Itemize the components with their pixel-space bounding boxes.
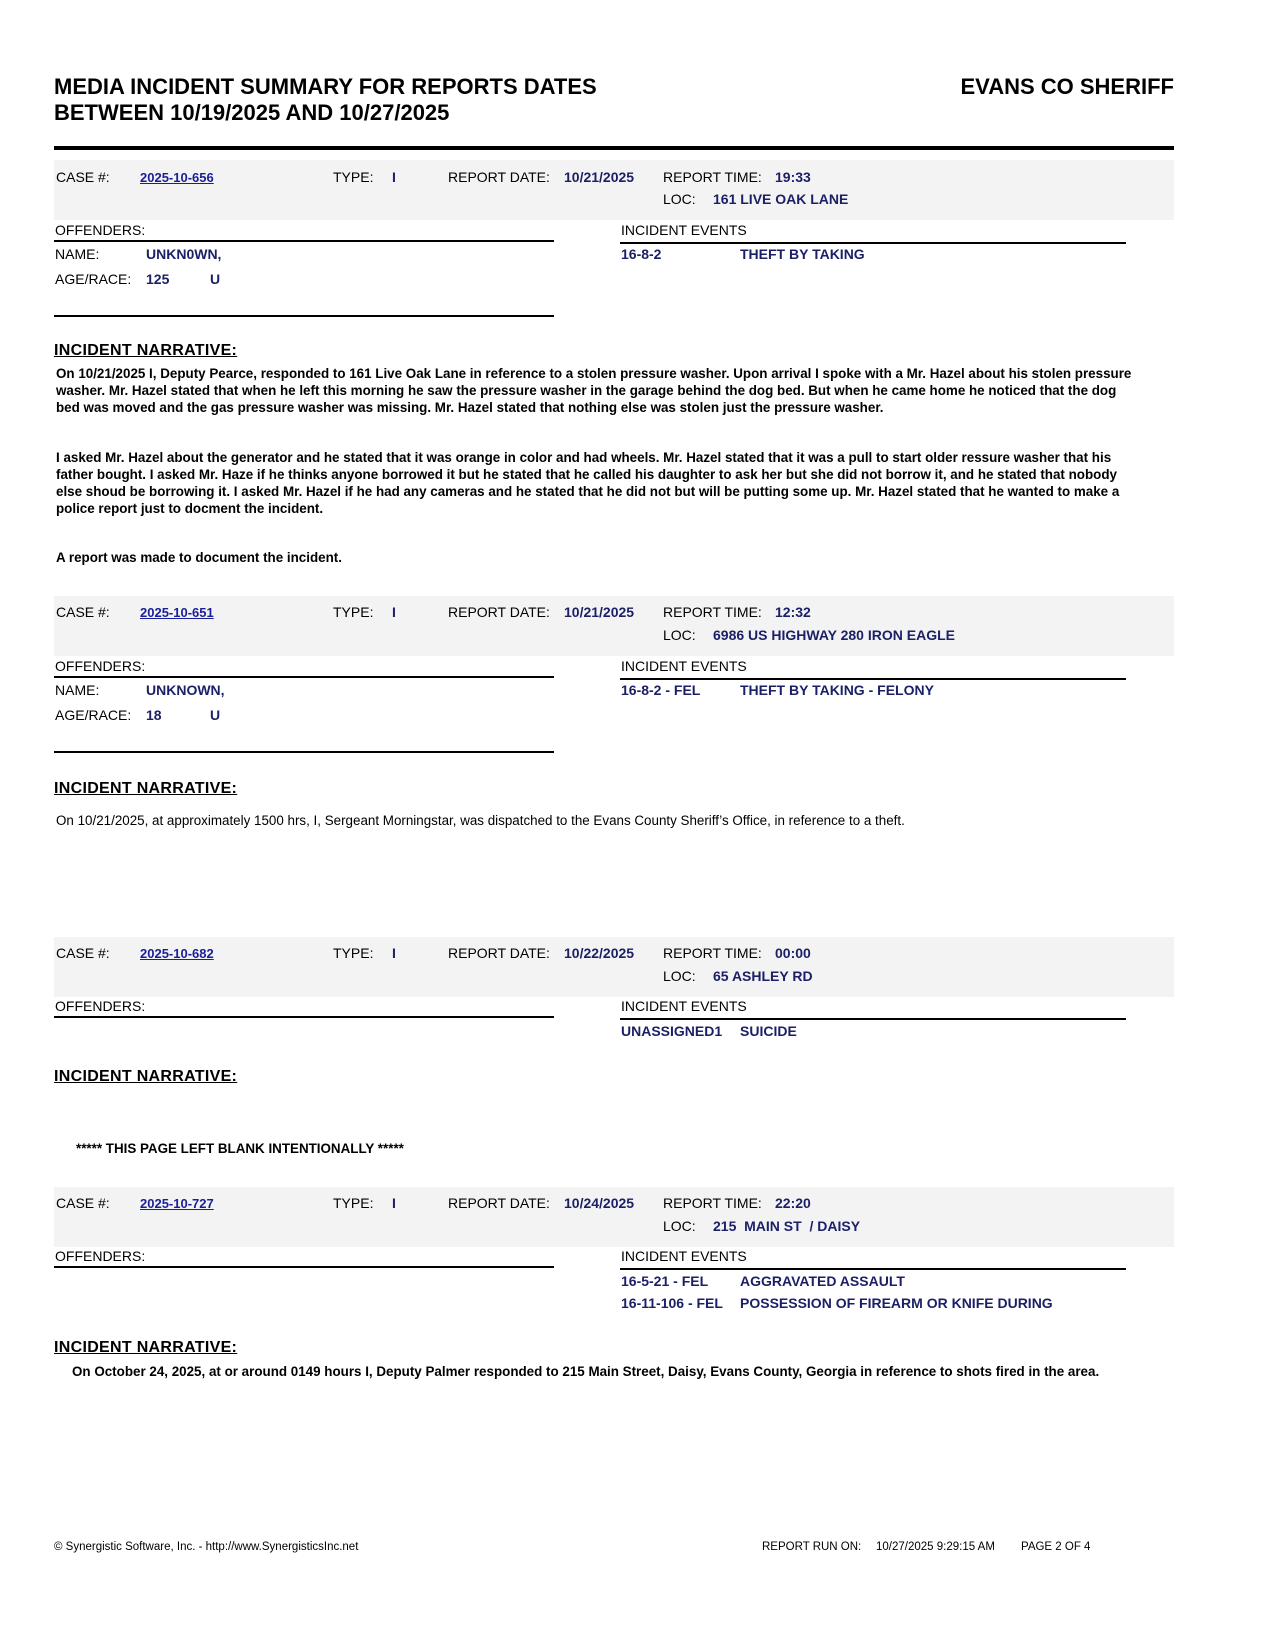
narrative-paragraph: A report was made to document the incident. (56, 550, 342, 565)
narrative-heading: INCIDENT NARRATIVE: (54, 1068, 238, 1085)
offender-name-value: UNKNOWN, (146, 682, 225, 698)
footer-run-label: REPORT RUN ON: (762, 1541, 862, 1553)
report-title-line-2: BETWEEN 10/19/2025 AND 10/27/2025 (54, 100, 450, 125)
narrative-heading: INCIDENT NARRATIVE: (54, 342, 238, 359)
event-code: 16-5-21 - FEL (621, 1273, 709, 1289)
location-label: LOC: (663, 1218, 696, 1234)
case-number-label: CASE #: (56, 169, 110, 185)
case-number-link[interactable]: 2025-10-651 (140, 605, 214, 620)
case-number-link[interactable]: 2025-10-656 (140, 170, 214, 185)
event-code: 16-11-106 - FEL (621, 1295, 723, 1311)
report-title-line-1: MEDIA INCIDENT SUMMARY FOR REPORTS DATES (54, 74, 597, 99)
event-code: 16-8-2 - FEL (621, 682, 701, 698)
report-date-label: REPORT DATE: (448, 604, 550, 620)
offender-race-value: U (210, 271, 221, 287)
report-time-label: REPORT TIME: (663, 1195, 762, 1211)
event-description: POSSESSION OF FIREARM OR KNIFE DURING (740, 1295, 1053, 1311)
report-time-value: 19:33 (775, 169, 811, 185)
case-number-label: CASE #: (56, 604, 110, 620)
event-description: SUICIDE (740, 1023, 797, 1039)
narrative-paragraph: On 10/21/2025 I, Deputy Pearce, responded to 161 Live Oak Lane in reference to a stolen pressure washer. Upon arrival I spoke with a Mr. Hazel about his stolen pressure washer. Mr. Hazel stated that when he left this morning he saw the pressure washer in the garage behind the dog bed. But when he came home he noticed that the dog bed was moved and the gas pressure washer was missing. Mr. Hazel stated that nothing else was stolen just the pressure washer. (56, 366, 1132, 415)
location-label: LOC: (663, 191, 696, 207)
incident-events-label: INCIDENT EVENTS (621, 658, 747, 674)
footer-run-timestamp: 10/27/2025 9:29:15 AM (876, 1541, 995, 1553)
narrative-paragraph: On 10/21/2025, at approximately 1500 hrs, I, Sergeant Morningstar, was dispatched to the Evans County Sheriff’s Office, in reference to a theft. (56, 813, 905, 828)
type-label: TYPE: (333, 945, 374, 961)
offender-race-value: U (210, 707, 221, 723)
offender-age-value: 18 (146, 707, 162, 723)
offenders-bottom-rule (54, 315, 554, 317)
report-time-label: REPORT TIME: (663, 604, 762, 620)
narrative-paragraph: ***** THIS PAGE LEFT BLANK INTENTIONALLY ***** (76, 1141, 404, 1156)
offender-name-label: NAME: (55, 246, 100, 262)
event-code: UNASSIGNED1 (621, 1023, 723, 1039)
location-value: 65 ASHLEY RD (713, 968, 813, 984)
type-label: TYPE: (333, 604, 374, 620)
location-value: 161 LIVE OAK LANE (713, 191, 849, 207)
incident-events-rule (620, 678, 1126, 680)
type-value: I (392, 1195, 396, 1211)
narrative-paragraph: On October 24, 2025, at or around 0149 hours I, Deputy Palmer responded to 215 Main Street, Daisy, Evans County, Georgia in reference to shots fired in the area. (72, 1364, 1100, 1379)
location-value: 6986 US HIGHWAY 280 IRON EAGLE (713, 627, 955, 643)
offenders-label: OFFENDERS: (55, 658, 146, 674)
narrative-heading: INCIDENT NARRATIVE: (54, 1339, 238, 1356)
offenders-bottom-rule (54, 751, 554, 753)
location-label: LOC: (663, 627, 696, 643)
report-time-value: 22:20 (775, 1195, 811, 1211)
report-time-value: 12:32 (775, 604, 811, 620)
offender-age-race-label: AGE/RACE: (55, 707, 132, 723)
header-rule (54, 146, 1174, 150)
offenders-rule (54, 1266, 554, 1268)
event-description: THEFT BY TAKING (740, 246, 865, 262)
offender-name-label: NAME: (55, 682, 100, 698)
report-date-label: REPORT DATE: (448, 1195, 550, 1211)
narrative-heading: INCIDENT NARRATIVE: (54, 780, 238, 797)
offenders-label: OFFENDERS: (55, 222, 146, 238)
type-label: TYPE: (333, 1195, 374, 1211)
incident-events-label: INCIDENT EVENTS (621, 998, 747, 1014)
case-number-label: CASE #: (56, 1195, 110, 1211)
offenders-rule (54, 676, 554, 678)
report-time-label: REPORT TIME: (663, 169, 762, 185)
incident-events-rule (620, 1268, 1126, 1270)
report-date-label: REPORT DATE: (448, 169, 550, 185)
report-date-value: 10/22/2025 (564, 945, 635, 961)
offender-name-value: UNKN0WN, (146, 246, 222, 262)
offenders-label: OFFENDERS: (55, 1248, 146, 1264)
type-label: TYPE: (333, 169, 374, 185)
incident-events-rule (620, 1018, 1126, 1020)
type-value: I (392, 945, 396, 961)
report-date-value: 10/21/2025 (564, 604, 635, 620)
offenders-rule (54, 1016, 554, 1018)
location-label: LOC: (663, 968, 696, 984)
narrative-paragraph: I asked Mr. Hazel about the generator and he stated that it was orange in color and had wheels. Mr. Hazel stated that it was a pull to start older ressure washer that his father bought. I asked Mr. Haze if he thinks anyone borrowed it but he stated that he called his daughter to ask her but she did not borrow it, and he stated that nobody else shoud be borrowing it. I asked Mr. Hazel if he had any cameras and he stated that he did not but will be putting some up. Mr. Hazel stated that he wanted to make a police report just to docment the incident. (56, 450, 1120, 516)
offenders-rule (54, 240, 554, 242)
event-description: THEFT BY TAKING - FELONY (740, 682, 934, 698)
event-code: 16-8-2 (621, 246, 662, 262)
report-time-value: 00:00 (775, 945, 811, 961)
offender-age-value: 125 (146, 271, 170, 287)
offenders-label: OFFENDERS: (55, 998, 146, 1014)
incident-events-rule (620, 242, 1126, 244)
offender-age-race-label: AGE/RACE: (55, 271, 132, 287)
location-value: 215 MAIN ST / DAISY (713, 1218, 861, 1234)
incident-events-label: INCIDENT EVENTS (621, 222, 747, 238)
case-number-link[interactable]: 2025-10-727 (140, 1196, 214, 1211)
type-value: I (392, 604, 396, 620)
incident-events-label: INCIDENT EVENTS (621, 1248, 747, 1264)
type-value: I (392, 169, 396, 185)
report-date-label: REPORT DATE: (448, 945, 550, 961)
agency-name: EVANS CO SHERIFF (960, 74, 1174, 99)
case-number-label: CASE #: (56, 945, 110, 961)
report-date-value: 10/21/2025 (564, 169, 635, 185)
report-time-label: REPORT TIME: (663, 945, 762, 961)
footer-page-number: PAGE 2 OF 4 (1021, 1541, 1091, 1553)
report-date-value: 10/24/2025 (564, 1195, 635, 1211)
case-number-link[interactable]: 2025-10-682 (140, 946, 214, 961)
footer-copyright: © Synergistic Software, Inc. - http://www.SynergisticsInc.net (54, 1541, 359, 1553)
event-description: AGGRAVATED ASSAULT (740, 1273, 905, 1289)
